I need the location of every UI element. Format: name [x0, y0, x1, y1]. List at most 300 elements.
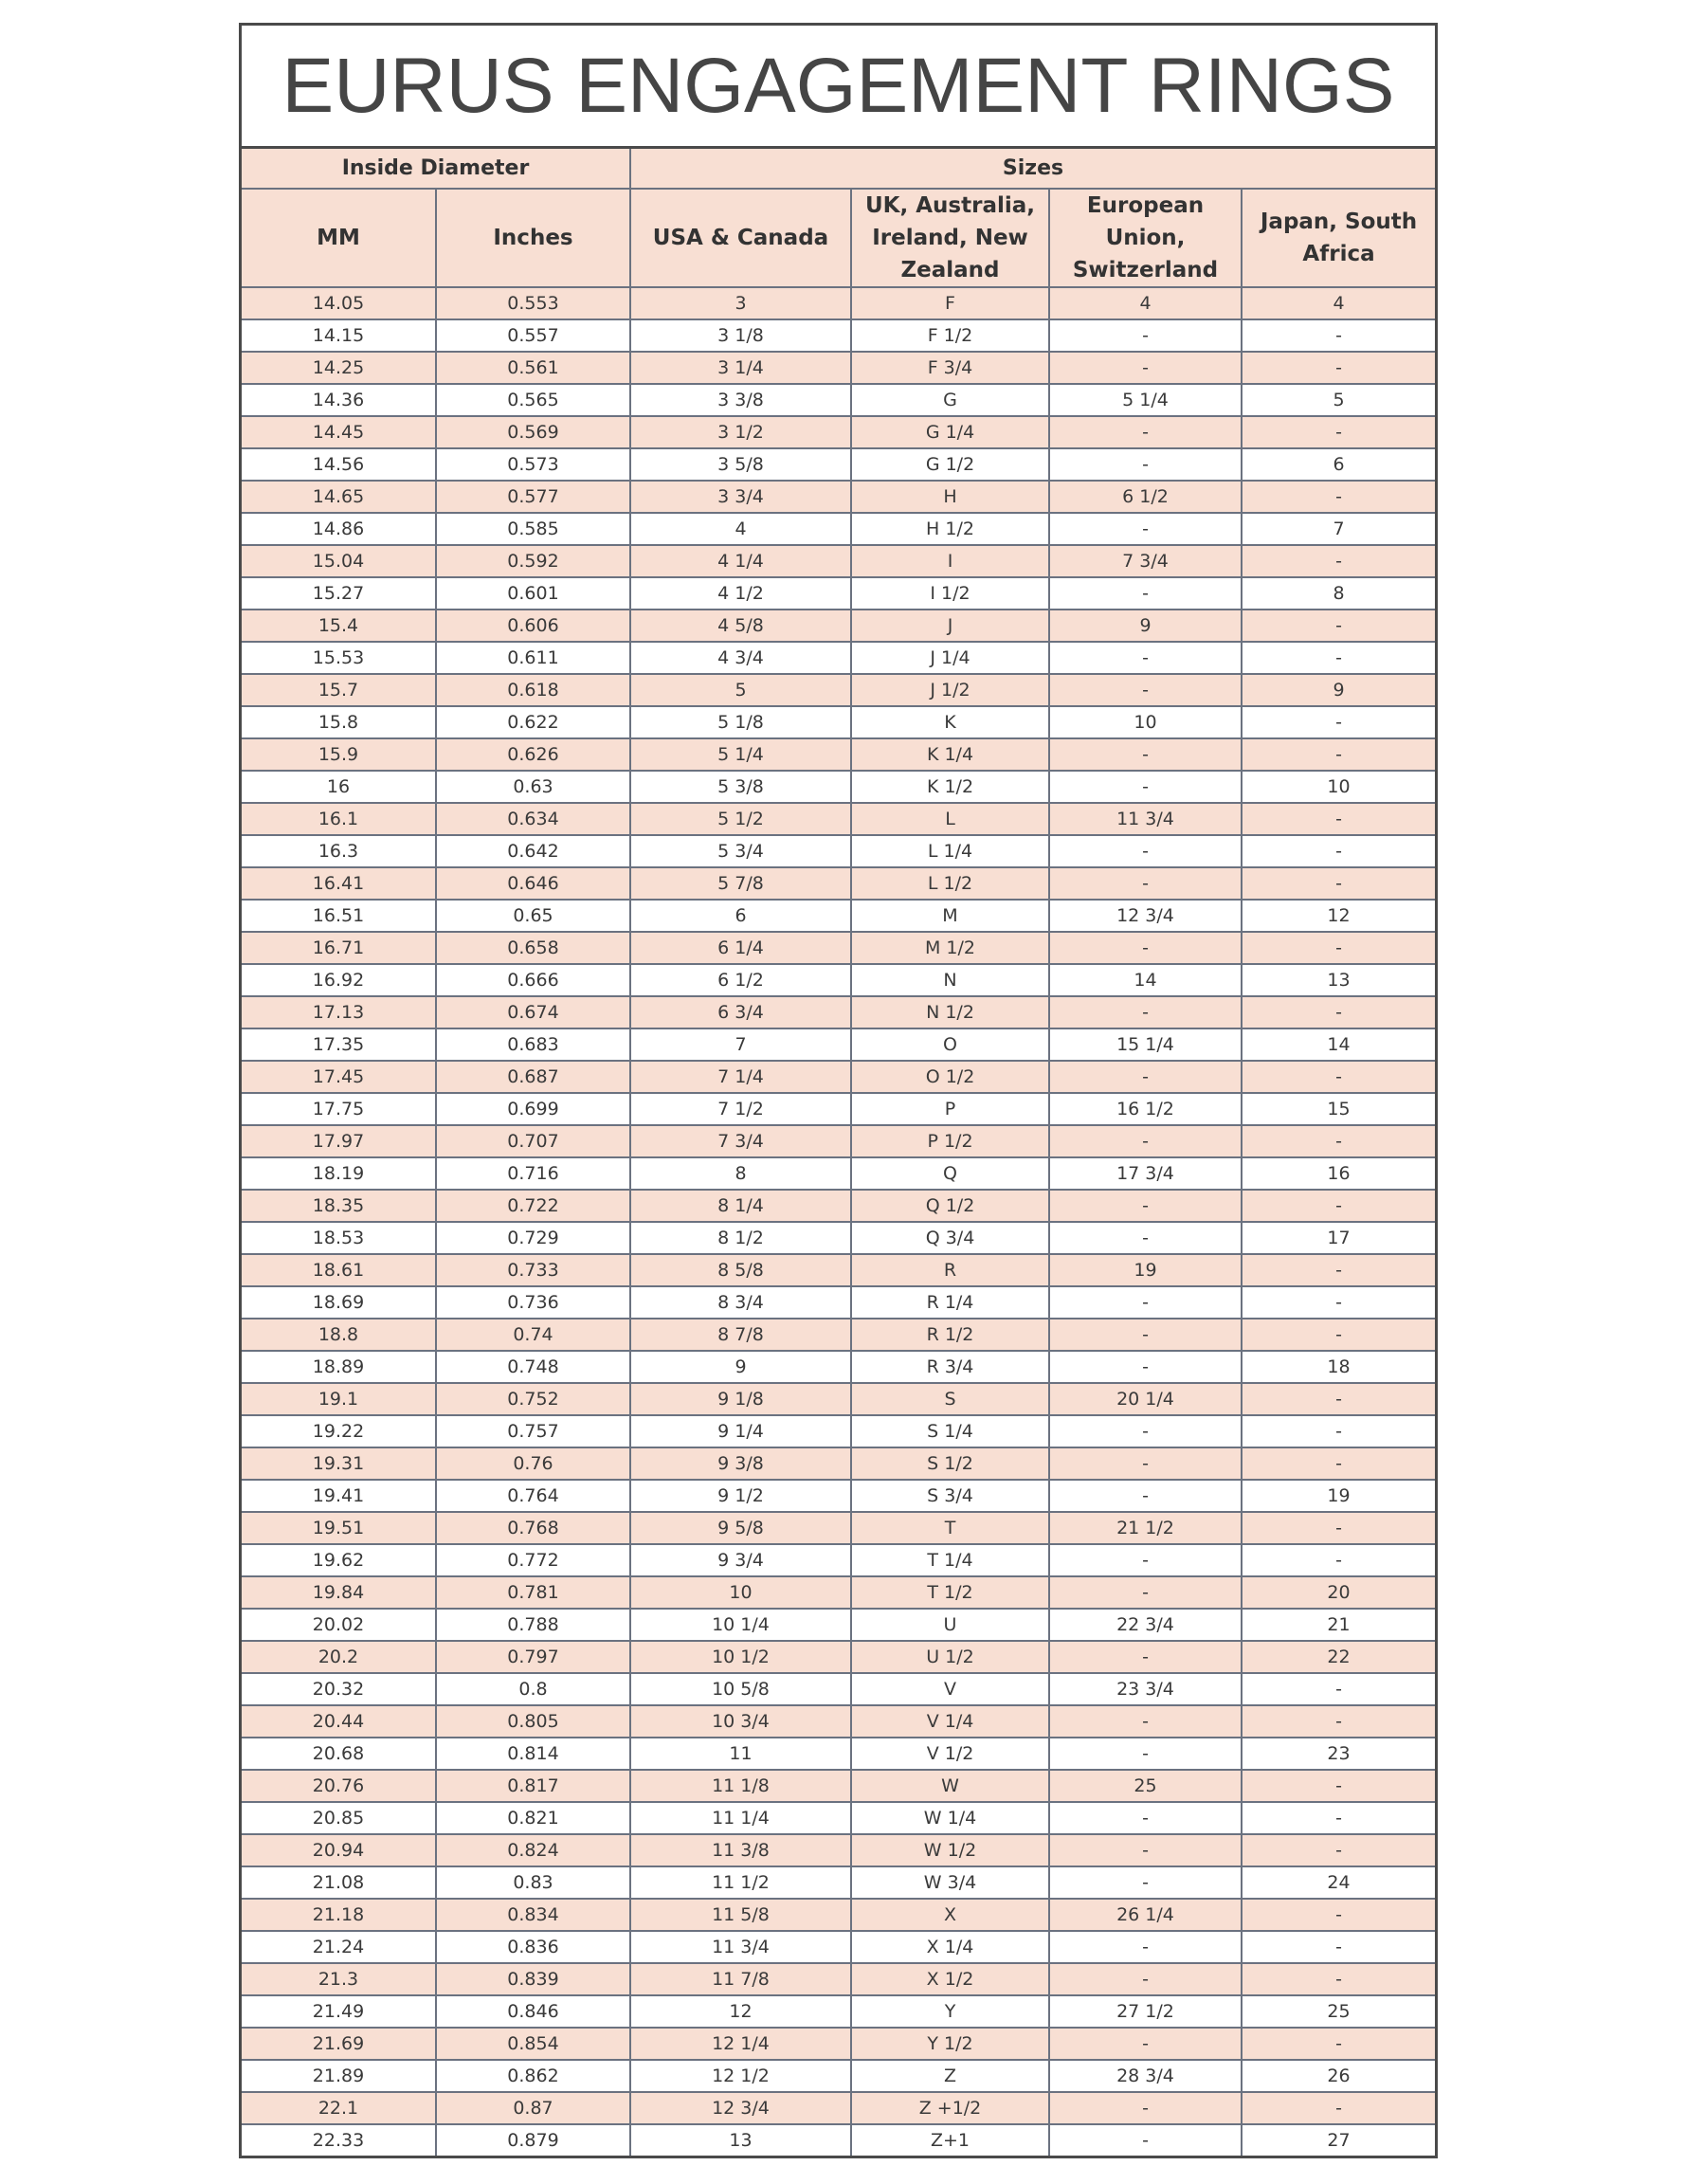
uk-size-cell: J — [851, 610, 1049, 642]
column-header-mm: MM — [242, 189, 436, 287]
uk-size-cell: V 1/4 — [851, 1705, 1049, 1738]
uk-size-cell: G 1/4 — [851, 416, 1049, 448]
eu-size-cell: 15 1/4 — [1049, 1028, 1242, 1061]
usa-size-cell: 11 5/8 — [630, 1899, 851, 1931]
eu-size-cell: - — [1049, 416, 1242, 448]
mm-cell: 21.3 — [242, 1963, 436, 1995]
mm-cell: 21.24 — [242, 1931, 436, 1963]
usa-size-cell: 9 3/8 — [630, 1447, 851, 1480]
uk-size-cell: K 1/4 — [851, 738, 1049, 771]
table-row — [242, 771, 1435, 803]
column-header-inches: Inches — [436, 189, 630, 287]
inches-cell: 0.879 — [436, 2124, 630, 2156]
chart-title: EURUS ENGAGEMENT RINGS — [242, 26, 1435, 149]
mm-cell: 16.1 — [242, 803, 436, 835]
uk-size-cell: S — [851, 1383, 1049, 1415]
eu-size-cell: 7 3/4 — [1049, 545, 1242, 577]
table-row — [242, 932, 1435, 964]
eu-size-cell: 22 3/4 — [1049, 1609, 1242, 1641]
eu-size-cell: - — [1049, 996, 1242, 1028]
eu-size-cell: - — [1049, 2028, 1242, 2060]
japan-size-cell: 20 — [1242, 1576, 1435, 1609]
japan-size-cell: 16 — [1242, 1157, 1435, 1190]
usa-size-cell: 9 1/4 — [630, 1415, 851, 1447]
table-row — [242, 1963, 1435, 1995]
eu-size-cell: 6 1/2 — [1049, 481, 1242, 513]
japan-size-cell: 12 — [1242, 900, 1435, 932]
mm-cell: 18.61 — [242, 1254, 436, 1286]
japan-size-cell: - — [1242, 1705, 1435, 1738]
mm-cell: 21.49 — [242, 1995, 436, 2028]
japan-size-cell: - — [1242, 835, 1435, 867]
table-row — [242, 1899, 1435, 1931]
uk-size-cell: X — [851, 1899, 1049, 1931]
mm-cell: 21.69 — [242, 2028, 436, 2060]
japan-size-cell: 24 — [1242, 1866, 1435, 1899]
uk-size-cell: U — [851, 1609, 1049, 1641]
usa-size-cell: 9 5/8 — [630, 1512, 851, 1544]
eu-size-cell: 4 — [1049, 287, 1242, 319]
table-row — [242, 964, 1435, 996]
eu-size-cell: - — [1049, 1834, 1242, 1866]
usa-size-cell: 3 — [630, 287, 851, 319]
mm-cell: 18.69 — [242, 1286, 436, 1319]
usa-size-cell: 9 1/8 — [630, 1383, 851, 1415]
inches-cell: 0.757 — [436, 1415, 630, 1447]
japan-size-cell: - — [1242, 1383, 1435, 1415]
usa-size-cell: 10 — [630, 1576, 851, 1609]
mm-cell: 15.4 — [242, 610, 436, 642]
mm-cell: 17.13 — [242, 996, 436, 1028]
inches-cell: 0.573 — [436, 448, 630, 481]
column-header-uk-australia: UK, Australia, Ireland, New Zealand — [851, 189, 1049, 287]
japan-size-cell: - — [1242, 545, 1435, 577]
usa-size-cell: 8 3/4 — [630, 1286, 851, 1319]
usa-size-cell: 12 1/4 — [630, 2028, 851, 2060]
eu-size-cell: - — [1049, 932, 1242, 964]
eu-size-cell: - — [1049, 867, 1242, 900]
inches-cell: 0.748 — [436, 1351, 630, 1383]
uk-size-cell: V — [851, 1673, 1049, 1705]
mm-cell: 21.18 — [242, 1899, 436, 1931]
table-row — [242, 1738, 1435, 1770]
usa-size-cell: 5 1/4 — [630, 738, 851, 771]
uk-size-cell: K — [851, 706, 1049, 738]
usa-size-cell: 7 1/2 — [630, 1093, 851, 1125]
mm-cell: 16.51 — [242, 900, 436, 932]
inches-cell: 0.772 — [436, 1544, 630, 1576]
table-row — [242, 1222, 1435, 1254]
mm-cell: 20.02 — [242, 1609, 436, 1641]
usa-size-cell: 5 — [630, 674, 851, 706]
column-header-japan-south-africa: Japan, South Africa — [1242, 189, 1435, 287]
uk-size-cell: S 3/4 — [851, 1480, 1049, 1512]
usa-size-cell: 8 7/8 — [630, 1319, 851, 1351]
eu-size-cell: - — [1049, 1415, 1242, 1447]
inches-cell: 0.569 — [436, 416, 630, 448]
uk-size-cell: I — [851, 545, 1049, 577]
eu-size-cell: 9 — [1049, 610, 1242, 642]
inches-cell: 0.611 — [436, 642, 630, 674]
japan-size-cell: - — [1242, 2092, 1435, 2124]
inches-cell: 0.565 — [436, 384, 630, 416]
table-row — [242, 642, 1435, 674]
uk-size-cell: R — [851, 1254, 1049, 1286]
uk-size-cell: Z — [851, 2060, 1049, 2092]
table-row — [242, 1286, 1435, 1319]
usa-size-cell: 6 3/4 — [630, 996, 851, 1028]
japan-size-cell: - — [1242, 610, 1435, 642]
eu-size-cell: - — [1049, 1286, 1242, 1319]
table-row — [242, 1705, 1435, 1738]
table-row — [242, 352, 1435, 384]
usa-size-cell: 5 1/8 — [630, 706, 851, 738]
table-row — [242, 1093, 1435, 1125]
uk-size-cell: Z +1/2 — [851, 2092, 1049, 2124]
inches-cell: 0.768 — [436, 1512, 630, 1544]
uk-size-cell: T 1/4 — [851, 1544, 1049, 1576]
mm-cell: 14.15 — [242, 319, 436, 352]
table-row — [242, 835, 1435, 867]
inches-cell: 0.722 — [436, 1190, 630, 1222]
inches-cell: 0.817 — [436, 1770, 630, 1802]
usa-size-cell: 8 1/4 — [630, 1190, 851, 1222]
mm-cell: 21.08 — [242, 1866, 436, 1899]
mm-cell: 16 — [242, 771, 436, 803]
usa-size-cell: 5 3/4 — [630, 835, 851, 867]
inches-cell: 0.788 — [436, 1609, 630, 1641]
mm-cell: 14.56 — [242, 448, 436, 481]
table-row — [242, 319, 1435, 352]
japan-size-cell: - — [1242, 1125, 1435, 1157]
table-row — [242, 2124, 1435, 2156]
table-row — [242, 287, 1435, 319]
mm-cell: 15.8 — [242, 706, 436, 738]
table-row — [242, 1190, 1435, 1222]
table-row — [242, 706, 1435, 738]
japan-size-cell: 6 — [1242, 448, 1435, 481]
japan-size-cell: 9 — [1242, 674, 1435, 706]
table-row — [242, 1544, 1435, 1576]
table-row — [242, 1254, 1435, 1286]
table-row — [242, 1480, 1435, 1512]
uk-size-cell: S 1/4 — [851, 1415, 1049, 1447]
mm-cell: 17.75 — [242, 1093, 436, 1125]
japan-size-cell: 4 — [1242, 287, 1435, 319]
usa-size-cell: 11 1/4 — [630, 1802, 851, 1834]
table-row — [242, 1931, 1435, 1963]
table-row — [242, 1157, 1435, 1190]
eu-size-cell: - — [1049, 835, 1242, 867]
mm-cell: 14.65 — [242, 481, 436, 513]
usa-size-cell: 7 1/4 — [630, 1061, 851, 1093]
mm-cell: 20.85 — [242, 1802, 436, 1834]
uk-size-cell: R 1/4 — [851, 1286, 1049, 1319]
inches-cell: 0.646 — [436, 867, 630, 900]
mm-cell: 20.68 — [242, 1738, 436, 1770]
inches-cell: 0.781 — [436, 1576, 630, 1609]
mm-cell: 19.1 — [242, 1383, 436, 1415]
eu-size-cell: - — [1049, 1222, 1242, 1254]
mm-cell: 17.45 — [242, 1061, 436, 1093]
japan-size-cell: - — [1242, 642, 1435, 674]
table-row — [242, 416, 1435, 448]
inches-cell: 0.839 — [436, 1963, 630, 1995]
inches-cell: 0.553 — [436, 287, 630, 319]
uk-size-cell: L 1/4 — [851, 835, 1049, 867]
inside-diameter-group-header: Inside Diameter — [242, 149, 630, 189]
eu-size-cell: - — [1049, 577, 1242, 610]
mm-cell: 20.94 — [242, 1834, 436, 1866]
table-row — [242, 900, 1435, 932]
column-header-european-union: European Union, Switzerland — [1049, 189, 1242, 287]
uk-size-cell: O — [851, 1028, 1049, 1061]
inches-cell: 0.814 — [436, 1738, 630, 1770]
uk-size-cell: F 3/4 — [851, 352, 1049, 384]
table-row — [242, 1834, 1435, 1866]
eu-size-cell: - — [1049, 2092, 1242, 2124]
table-row — [242, 1351, 1435, 1383]
eu-size-cell: 21 1/2 — [1049, 1512, 1242, 1544]
mm-cell: 18.35 — [242, 1190, 436, 1222]
uk-size-cell: U 1/2 — [851, 1641, 1049, 1673]
inches-cell: 0.666 — [436, 964, 630, 996]
table-row — [242, 1866, 1435, 1899]
uk-size-cell: R 1/2 — [851, 1319, 1049, 1351]
usa-size-cell: 8 1/2 — [630, 1222, 851, 1254]
uk-size-cell: J 1/2 — [851, 674, 1049, 706]
uk-size-cell: X 1/4 — [851, 1931, 1049, 1963]
eu-size-cell: - — [1049, 1576, 1242, 1609]
table-row — [242, 2060, 1435, 2092]
table-row — [242, 1641, 1435, 1673]
japan-size-cell: - — [1242, 319, 1435, 352]
uk-size-cell: M — [851, 900, 1049, 932]
table-row — [242, 545, 1435, 577]
inches-cell: 0.601 — [436, 577, 630, 610]
inches-cell: 0.74 — [436, 1319, 630, 1351]
eu-size-cell: 12 3/4 — [1049, 900, 1242, 932]
japan-size-cell: - — [1242, 1673, 1435, 1705]
uk-size-cell: N — [851, 964, 1049, 996]
eu-size-cell: - — [1049, 513, 1242, 545]
japan-size-cell: - — [1242, 1415, 1435, 1447]
eu-size-cell: - — [1049, 1125, 1242, 1157]
uk-size-cell: L — [851, 803, 1049, 835]
uk-size-cell: J 1/4 — [851, 642, 1049, 674]
eu-size-cell: - — [1049, 1802, 1242, 1834]
eu-size-cell: - — [1049, 1061, 1242, 1093]
uk-size-cell: Q — [851, 1157, 1049, 1190]
eu-size-cell: 28 3/4 — [1049, 2060, 1242, 2092]
eu-size-cell: 27 1/2 — [1049, 1995, 1242, 2028]
table-row — [242, 1770, 1435, 1802]
eu-size-cell: 16 1/2 — [1049, 1093, 1242, 1125]
usa-size-cell: 11 — [630, 1738, 851, 1770]
column-header-usa-canada: USA & Canada — [630, 189, 851, 287]
table-row — [242, 2028, 1435, 2060]
inches-cell: 0.622 — [436, 706, 630, 738]
inches-cell: 0.736 — [436, 1286, 630, 1319]
usa-size-cell: 5 1/2 — [630, 803, 851, 835]
japan-size-cell: - — [1242, 738, 1435, 771]
mm-cell: 16.71 — [242, 932, 436, 964]
eu-size-cell: - — [1049, 1963, 1242, 1995]
size-table — [242, 149, 1435, 2156]
japan-size-cell: - — [1242, 803, 1435, 835]
table-row — [242, 1576, 1435, 1609]
inches-cell: 0.642 — [436, 835, 630, 867]
usa-size-cell: 3 3/8 — [630, 384, 851, 416]
usa-size-cell: 7 — [630, 1028, 851, 1061]
inches-cell: 0.618 — [436, 674, 630, 706]
table-row — [242, 1028, 1435, 1061]
eu-size-cell: - — [1049, 1447, 1242, 1480]
japan-size-cell: - — [1242, 867, 1435, 900]
inches-cell: 0.683 — [436, 1028, 630, 1061]
mm-cell: 19.84 — [242, 1576, 436, 1609]
inches-cell: 0.606 — [436, 610, 630, 642]
mm-cell: 19.22 — [242, 1415, 436, 1447]
uk-size-cell: N 1/2 — [851, 996, 1049, 1028]
usa-size-cell: 13 — [630, 2124, 851, 2156]
inches-cell: 0.83 — [436, 1866, 630, 1899]
table-body — [242, 287, 1435, 2156]
usa-size-cell: 8 — [630, 1157, 851, 1190]
japan-size-cell: - — [1242, 1319, 1435, 1351]
mm-cell: 14.86 — [242, 513, 436, 545]
japan-size-cell: 27 — [1242, 2124, 1435, 2156]
inches-cell: 0.658 — [436, 932, 630, 964]
uk-size-cell: H 1/2 — [851, 513, 1049, 545]
inches-cell: 0.561 — [436, 352, 630, 384]
inches-cell: 0.797 — [436, 1641, 630, 1673]
table-row — [242, 1319, 1435, 1351]
table-row — [242, 1802, 1435, 1834]
japan-size-cell: - — [1242, 1190, 1435, 1222]
inches-cell: 0.577 — [436, 481, 630, 513]
inches-cell: 0.8 — [436, 1673, 630, 1705]
uk-size-cell: W 3/4 — [851, 1866, 1049, 1899]
eu-size-cell: - — [1049, 1931, 1242, 1963]
table-row — [242, 1125, 1435, 1157]
japan-size-cell: 21 — [1242, 1609, 1435, 1641]
usa-size-cell: 11 3/8 — [630, 1834, 851, 1866]
uk-size-cell: P — [851, 1093, 1049, 1125]
usa-size-cell: 10 1/4 — [630, 1609, 851, 1641]
usa-size-cell: 10 3/4 — [630, 1705, 851, 1738]
japan-size-cell: - — [1242, 1899, 1435, 1931]
mm-cell: 16.41 — [242, 867, 436, 900]
japan-size-cell: - — [1242, 1770, 1435, 1802]
inches-cell: 0.626 — [436, 738, 630, 771]
eu-size-cell: - — [1049, 1319, 1242, 1351]
usa-size-cell: 5 3/8 — [630, 771, 851, 803]
usa-size-cell: 11 1/2 — [630, 1866, 851, 1899]
usa-size-cell: 4 1/4 — [630, 545, 851, 577]
eu-size-cell: 20 1/4 — [1049, 1383, 1242, 1415]
inches-cell: 0.557 — [436, 319, 630, 352]
usa-size-cell: 6 1/2 — [630, 964, 851, 996]
usa-size-cell: 6 1/4 — [630, 932, 851, 964]
japan-size-cell: 23 — [1242, 1738, 1435, 1770]
inches-cell: 0.65 — [436, 900, 630, 932]
mm-cell: 19.41 — [242, 1480, 436, 1512]
usa-size-cell: 4 1/2 — [630, 577, 851, 610]
table-row — [242, 448, 1435, 481]
uk-size-cell: L 1/2 — [851, 867, 1049, 900]
usa-size-cell: 3 5/8 — [630, 448, 851, 481]
usa-size-cell: 3 1/4 — [630, 352, 851, 384]
table-row — [242, 610, 1435, 642]
usa-size-cell: 9 1/2 — [630, 1480, 851, 1512]
usa-size-cell: 5 7/8 — [630, 867, 851, 900]
inches-cell: 0.846 — [436, 1995, 630, 2028]
table-row — [242, 803, 1435, 835]
japan-size-cell: 15 — [1242, 1093, 1435, 1125]
inches-cell: 0.805 — [436, 1705, 630, 1738]
mm-cell: 22.33 — [242, 2124, 436, 2156]
usa-size-cell: 4 — [630, 513, 851, 545]
sizes-group-header: Sizes — [630, 149, 1435, 189]
japan-size-cell: - — [1242, 352, 1435, 384]
inches-cell: 0.76 — [436, 1447, 630, 1480]
eu-size-cell: - — [1049, 1866, 1242, 1899]
inches-cell: 0.707 — [436, 1125, 630, 1157]
usa-size-cell: 12 — [630, 1995, 851, 2028]
mm-cell: 19.31 — [242, 1447, 436, 1480]
mm-cell: 14.36 — [242, 384, 436, 416]
uk-size-cell: Q 1/2 — [851, 1190, 1049, 1222]
inches-cell: 0.63 — [436, 771, 630, 803]
eu-size-cell: 23 3/4 — [1049, 1673, 1242, 1705]
inches-cell: 0.764 — [436, 1480, 630, 1512]
japan-size-cell: 7 — [1242, 513, 1435, 545]
eu-size-cell: - — [1049, 738, 1242, 771]
mm-cell: 18.8 — [242, 1319, 436, 1351]
japan-size-cell: - — [1242, 1254, 1435, 1286]
mm-cell: 15.7 — [242, 674, 436, 706]
japan-size-cell: - — [1242, 1512, 1435, 1544]
uk-size-cell: X 1/2 — [851, 1963, 1049, 1995]
usa-size-cell: 11 3/4 — [630, 1931, 851, 1963]
usa-size-cell: 9 — [630, 1351, 851, 1383]
table-row — [242, 1447, 1435, 1480]
eu-size-cell: - — [1049, 1641, 1242, 1673]
inches-cell: 0.836 — [436, 1931, 630, 1963]
uk-size-cell: T 1/2 — [851, 1576, 1049, 1609]
eu-size-cell: 25 — [1049, 1770, 1242, 1802]
eu-size-cell: 10 — [1049, 706, 1242, 738]
mm-cell: 14.45 — [242, 416, 436, 448]
mm-cell: 19.51 — [242, 1512, 436, 1544]
japan-size-cell: - — [1242, 996, 1435, 1028]
japan-size-cell: - — [1242, 481, 1435, 513]
eu-size-cell: - — [1049, 448, 1242, 481]
japan-size-cell: - — [1242, 1061, 1435, 1093]
mm-cell: 21.89 — [242, 2060, 436, 2092]
mm-cell: 15.04 — [242, 545, 436, 577]
eu-size-cell: 26 1/4 — [1049, 1899, 1242, 1931]
japan-size-cell: - — [1242, 1931, 1435, 1963]
eu-size-cell: - — [1049, 771, 1242, 803]
inches-cell: 0.585 — [436, 513, 630, 545]
japan-size-cell: 18 — [1242, 1351, 1435, 1383]
uk-size-cell: Z+1 — [851, 2124, 1049, 2156]
table-row — [242, 513, 1435, 545]
table-row — [242, 1673, 1435, 1705]
inches-cell: 0.87 — [436, 2092, 630, 2124]
